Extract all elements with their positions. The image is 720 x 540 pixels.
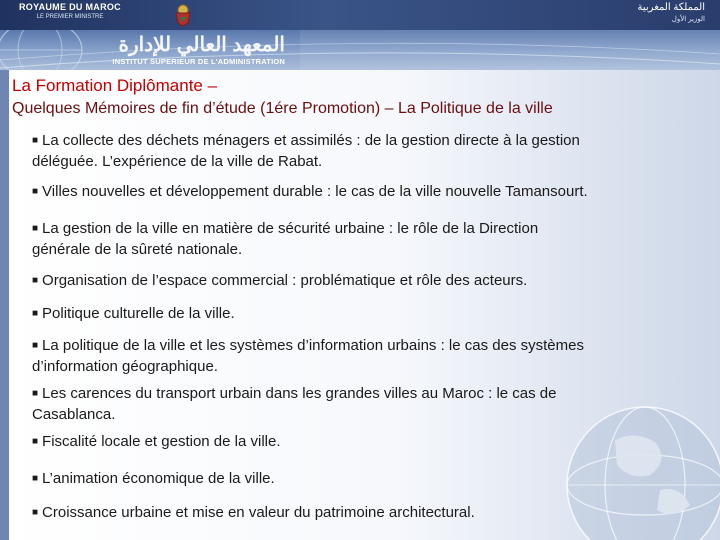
bullet-icon: ■ (32, 473, 39, 484)
list-item-text-cont: générale de la sûreté nationale. (32, 241, 243, 258)
bullet-icon: ■ (32, 507, 39, 518)
bullet-icon: ■ (32, 223, 39, 234)
bullet-icon: ■ (32, 308, 39, 319)
list-item (32, 335, 712, 377)
list-item-text: La collecte des déchets ménagers et assimilés : de la gestion directe à la gestion (42, 132, 580, 149)
list-item-text-cont: déléguée. L’expérience de la ville de Rabat. (32, 153, 323, 170)
kingdom-name-ar: المملكة المغربية (637, 2, 705, 13)
kingdom-emblem-ar (575, 2, 705, 28)
institute-name-ar: المعهد العالي للإدارة (118, 34, 285, 56)
list-item-text-cont: Casablanca. (32, 406, 116, 423)
list-item (32, 130, 702, 172)
list-item-text: Villes nouvelles et développement durable : le cas de la ville nouvelle Tamansourt. (42, 183, 588, 200)
list-item (32, 270, 702, 291)
slide-title: La Formation Diplômante – (12, 76, 218, 95)
slide-subtitle: Quelques Mémoires de fin d’étude (1ére Promotion) – La Politique de la ville (12, 100, 553, 117)
list-item (32, 383, 702, 425)
institute-name-fr: INSTITUT SUPERIEUR DE L'ADMINISTRATION (112, 57, 285, 66)
bullet-icon: ■ (32, 436, 39, 447)
coat-of-arms-icon (170, 3, 196, 27)
list-item-text: La politique de la ville et les systèmes d’information urbains : le cas des systèmes (42, 337, 584, 354)
list-item-text: Les carences du transport urbain dans les grandes villes au Maroc : le cas de (42, 385, 557, 402)
list-item-text-cont: d’information géographique. (32, 358, 218, 375)
list-item-text: La gestion de la ville en matière de sécurité urbaine : le rôle de la Direction (42, 220, 539, 237)
list-item (32, 181, 702, 202)
list-item-text: Organisation de l’espace commercial : problématique et rôle des acteurs. (42, 272, 528, 289)
bullet-icon: ■ (32, 275, 39, 286)
kingdom-name-fr: ROYAUME DU MAROC (19, 2, 121, 12)
list-item (32, 303, 702, 324)
bullet-icon: ■ (32, 186, 39, 197)
bullet-icon: ■ (32, 340, 39, 351)
left-accent-strip (0, 70, 9, 540)
list-item (32, 431, 702, 452)
list-item-text: Fiscalité locale et gestion de la ville. (42, 433, 281, 450)
bullet-icon: ■ (32, 388, 39, 399)
list-item-text: Croissance urbaine et mise en valeur du patrimoine architectural. (42, 504, 475, 521)
list-item (32, 218, 702, 260)
bullet-icon: ■ (32, 135, 39, 146)
prime-minister-label-ar: الوزير الأول (671, 16, 705, 23)
prime-minister-label: LE PREMIER MINISTRE (36, 14, 104, 20)
kingdom-emblem-fr (8, 2, 132, 28)
list-item-text: Politique culturelle de la ville. (42, 305, 235, 322)
list-item (32, 502, 702, 523)
list-item-text: L’animation économique de la ville. (42, 470, 275, 487)
list-item (32, 468, 702, 489)
